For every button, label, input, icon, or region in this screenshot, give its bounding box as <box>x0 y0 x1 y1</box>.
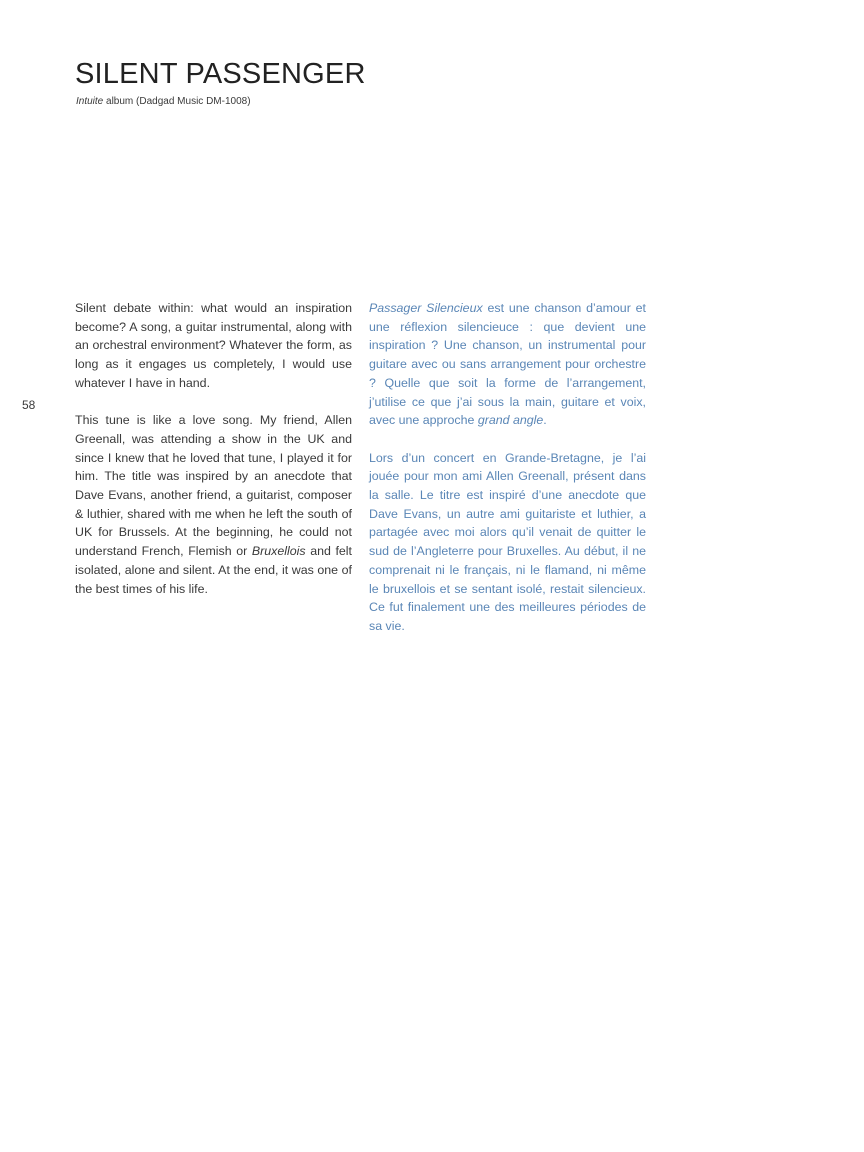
english-paragraph-2-part-a: This tune is like a love song. My friend, Allen Greenall, was attending a show in the UK and since I knew that he loved that tune, I played it for him. The title was inspired by an anecdote that Dave Evans, another friend, a guitarist, composer & luthier, shared with me when he left the south of UK for Brussels. At the beginning, he could not understand French, Flemish or <box>75 413 352 559</box>
album-subtitle <box>76 96 251 107</box>
page-number: 58 <box>22 398 36 412</box>
album-name: Intuite <box>76 96 104 107</box>
french-paragraph-1-part-b: . <box>543 413 547 428</box>
english-paragraph-2-italic: Bruxellois <box>251 544 306 559</box>
french-text-column <box>369 299 646 654</box>
french-paragraph-1-italic: grand angle <box>477 413 544 428</box>
english-paragraph-2 <box>75 411 352 598</box>
album-details: album (Dadgad Music DM-1008) <box>103 96 251 107</box>
english-paragraph-2-part-b: and felt isolated, alone and silent. At the end, it was one of the best times of his life. <box>75 544 353 596</box>
french-paragraph-2: Lors d’un concert en Grande-Bretagne, je l’ai jouée pour mon ami Allen Greenall, présent dans la salle. Le titre est inspiré d’une anecdote que Dave Evans, un autre ami guitariste et luthier, a partagée avec moi alors qu’il venait de quitter le sud de l’Angleterre pour Bruxelles. Au début, il ne comprenait ni le français, ni le flamand, ni même le bruxellois et se sentant isolé, restait silencieux. Ce fut finalement une des meilleures périodes de sa vie. <box>369 450 646 633</box>
page-title: SILENT PASSENGER <box>75 58 366 90</box>
french-paragraph-1 <box>369 299 646 430</box>
english-paragraph-1: Silent debate within: what would an inspiration become? A song, a guitar instrumental, along with an orchestral environment? Whatever the form, as long as it engages us completely, I would use whatever I have in hand. <box>75 301 352 390</box>
french-paragraph-1-part-a: est une chanson d’amour et une réflexion silencieuce : que devient une inspiration ? Une chanson, un instrumental pour guitare avec ou sans arrangement pour orchestre ? Quelle que soit la forme de l’arrangement, j’utilise ce que j’ai sous la main, guitare et voix, avec une approche <box>369 301 646 428</box>
english-text-column <box>75 299 352 617</box>
french-song-title: Passager Silencieux <box>369 301 483 315</box>
